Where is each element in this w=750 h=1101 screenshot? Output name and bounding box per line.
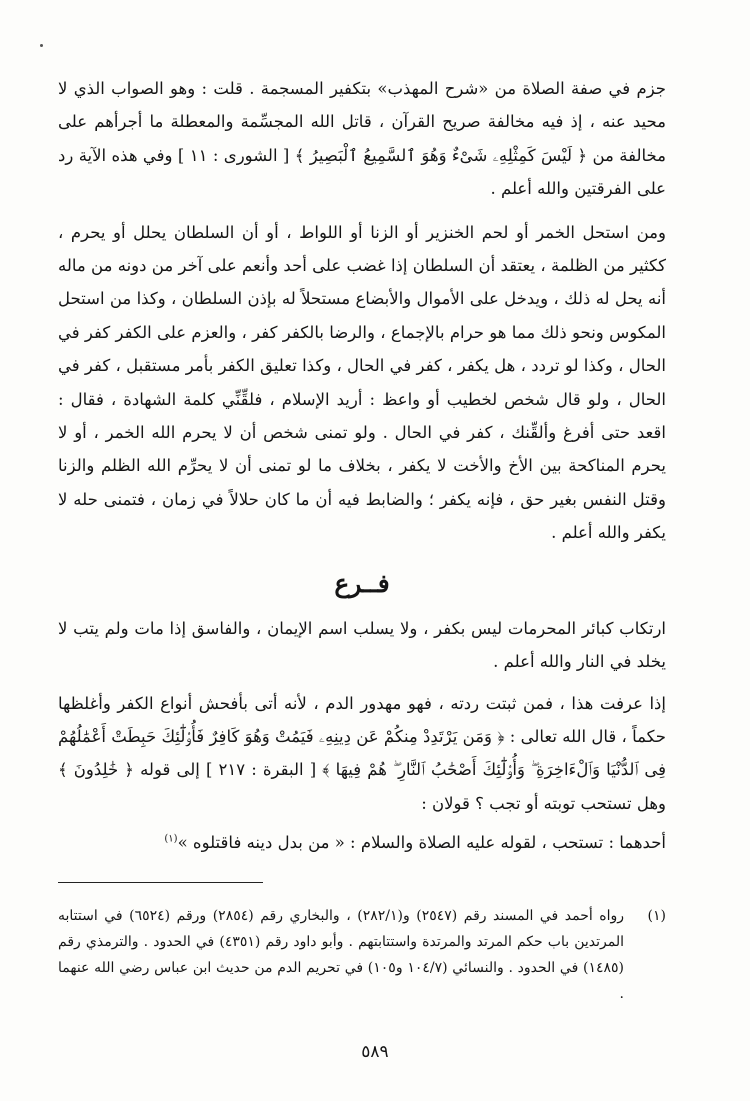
paragraph-4: إذا عرفت هذا ، فمن ثبتت ردته ، فهو مهدور الدم ، لأنه أتى بأفحش أنواع الكفر وأغلظها حكماً ، قال الله تعالى : ﴿ وَمَن يَرْتَدِدْ مِنكُمْ عَن دِينِهِۦ فَيَمُتْ وَهُوَ كَافِرٌ فَأُو۟لَٰٓئِكَ حَبِطَتْ أَعْمَٰلُهُمْ فِى ٱلدُّنْيَا وَٱلْءَاخِرَةِ ۖ وَأُو۟لَٰٓئِكَ أَصْحَٰبُ ٱلنَّارِ ۖ هُمْ فِيهَا ﴾ [ البقرة : ٢١٧ ] إلى قوله ﴿ خَٰلِدُونَ ﴾ وهل تستحب توبته أو تجب ؟ قولان : [58, 693, 666, 813]
margin-dot [40, 44, 43, 47]
paragraph-3: ارتكاب كبائر المحرمات ليس بكفر ، ولا يسلب اسم الإيمان ، والفاسق إذا مات ولم يتب لا يخلد في النار والله أعلم . [58, 618, 666, 672]
page-number: ٥٨٩ [361, 1042, 389, 1062]
paragraph-5-text: أحدهما : تستحب ، لقوله عليه الصلاة والسلام : « من بدل دينه فاقتلوه » [177, 833, 666, 853]
footnote-separator [58, 882, 263, 883]
paragraph-2: ومن استحل الخمر أو لحم الخنزير أو الزنا أو اللواط ، أو أن السلطان يحلل أو يحرم ، ككثير من الظلمة ، يعتقد أن السلطان إذا غضب على أحد وأنعم على آخر من دونه من ماله أنه يحل له ذلك ، ويدخل على الأموال والأبضاع مستحلاً له بإذن السلطان ، وكذا من استحل المكوس ونحو ذلك مما هو حرام بالإجماع ، والرضا بالكفر كفر ، والعزم على الكفر كفر في الحال ، وكذا لو تردد ، هل يكفر ، كفر في الحال ، وكذا تعليق الكفر بأمر مستقبل ، كفر في الحال ، ولو قال شخص لخطيب أو واعظ : أريد الإسلام ، فلقِّنِّي كلمة الشهادة ، فقال : اقعد حتى أفرغ وألقِّنك ، كفر في الحال . ولو تمنى شخص أن لا يحرم الله الخمر ، أو لا يحرم المناكحة بين الأخ والأخت لا يكفر ، بخلاف ما لو تمنى أن لا يحرِّم الله الظلم والزنا وقتل النفس بغير حق ، فإنه يكفر ؛ والضابط فيه أن ما كان حلالاً في زمان ، فتمنى حله لا يكفر والله أعلم . [58, 222, 666, 543]
footnote-reference[interactable]: (١) [164, 833, 178, 845]
footnote [58, 903, 666, 1007]
section-heading: فــرع [334, 568, 390, 598]
footnote-text: رواه أحمد في المسند رقم (٢٥٤٧) و(٢٨٢/١) ، والبخاري رقم (٢٨٥٤) ورقم (٦٥٢٤) في استتابه المرتدين باب حكم المرتد والمرتدة واستتابتهم . وأبو داود رقم (٤٣٥١) في الحدود . والترمذي رقم (١٤٨٥) في الحدود . والنسائي (١٠٤/٧ و١٠٥) في تحريم الدم من حديث ابن عباس رضي الله عنهما . [58, 907, 624, 1002]
footnote-number: (١) [647, 907, 666, 924]
paragraph-5 [58, 826, 666, 859]
paragraph-1: جزم في صفة الصلاة من «شرح المهذب» بتكفير المسجمة . قلت : وهو الصواب الذي لا محيد عنه ، إذ فيه مخالفة صريح القرآن ، قاتل الله المجسِّمة والمعطلة ما أجرأهم على مخالفة من ﴿ لَيْسَ كَمِثْلِهِۦ شَىْءٌ وَهُوَ ٱلسَّمِيعُ ٱلْبَصِيرُ ﴾ [ الشورى : ١١ ] وفي هذه الآية رد على الفرقتين والله أعلم . [58, 79, 666, 199]
